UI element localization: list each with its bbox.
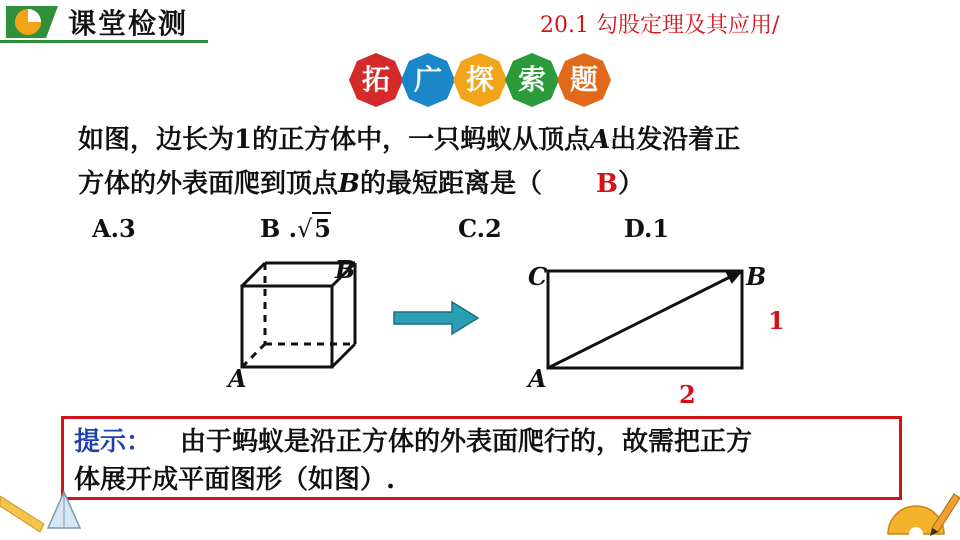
banner-char: 索 xyxy=(517,63,546,96)
rect-vertex-c-label: C xyxy=(528,262,548,291)
point-a-label: A xyxy=(590,125,611,155)
option-d[interactable]: D.1 xyxy=(624,214,670,243)
cube-vertex-b-label: B xyxy=(335,255,356,284)
question-text-segment: 的最短距离是（ xyxy=(360,169,543,199)
banner-char: 广 xyxy=(413,63,442,96)
hint-text-segment: 体展开成平面图形（如图）. xyxy=(74,465,396,495)
question-text-segment: 出发沿着正 xyxy=(610,125,741,155)
unfolded-rectangle xyxy=(548,271,742,368)
option-b-radicand: 5 xyxy=(314,214,331,243)
hint-text xyxy=(74,423,894,499)
hint-box xyxy=(61,416,902,500)
question-text-segment: 方体的外表面爬到顶点 xyxy=(78,169,339,199)
side-height-label: 1 xyxy=(768,306,785,335)
cube-vertex-a-label: A xyxy=(228,364,247,393)
rect-vertex-a-label: A xyxy=(528,364,547,393)
side-width-label: 2 xyxy=(679,380,696,409)
rect-vertex-b-label: B xyxy=(746,262,767,291)
chapter-title: 20.1 勾股定理及其应用/ xyxy=(540,13,780,38)
page-title: 课堂检测 xyxy=(68,7,189,40)
transform-arrow-icon xyxy=(394,302,478,334)
banner-char: 探 xyxy=(465,63,494,96)
banner-char: 拓 xyxy=(361,63,390,96)
option-c[interactable]: C.2 xyxy=(458,214,502,243)
protractor-and-pencil-icon xyxy=(884,488,960,540)
hint-line-1 xyxy=(74,423,894,461)
answer-text: B xyxy=(596,169,618,199)
point-b-label: B xyxy=(338,169,360,199)
banner-char: 题 xyxy=(569,63,598,96)
ruler-and-pyramid-icon xyxy=(0,488,90,540)
option-b-prefix: B . xyxy=(260,214,297,243)
sqrt-sign-icon: √ xyxy=(297,215,313,243)
question-text-segment: 如图，边长为1的正方体中，一只蚂蚁从顶点 xyxy=(78,125,591,155)
question-text-segment: ） xyxy=(618,169,645,199)
option-a[interactable]: A.3 xyxy=(92,214,136,243)
hint-line-2 xyxy=(74,461,894,499)
hint-label: 提示： xyxy=(74,427,153,457)
hint-text-segment: 由于蚂蚁是沿正方体的外表面爬行的，故需把正方 xyxy=(180,427,753,457)
